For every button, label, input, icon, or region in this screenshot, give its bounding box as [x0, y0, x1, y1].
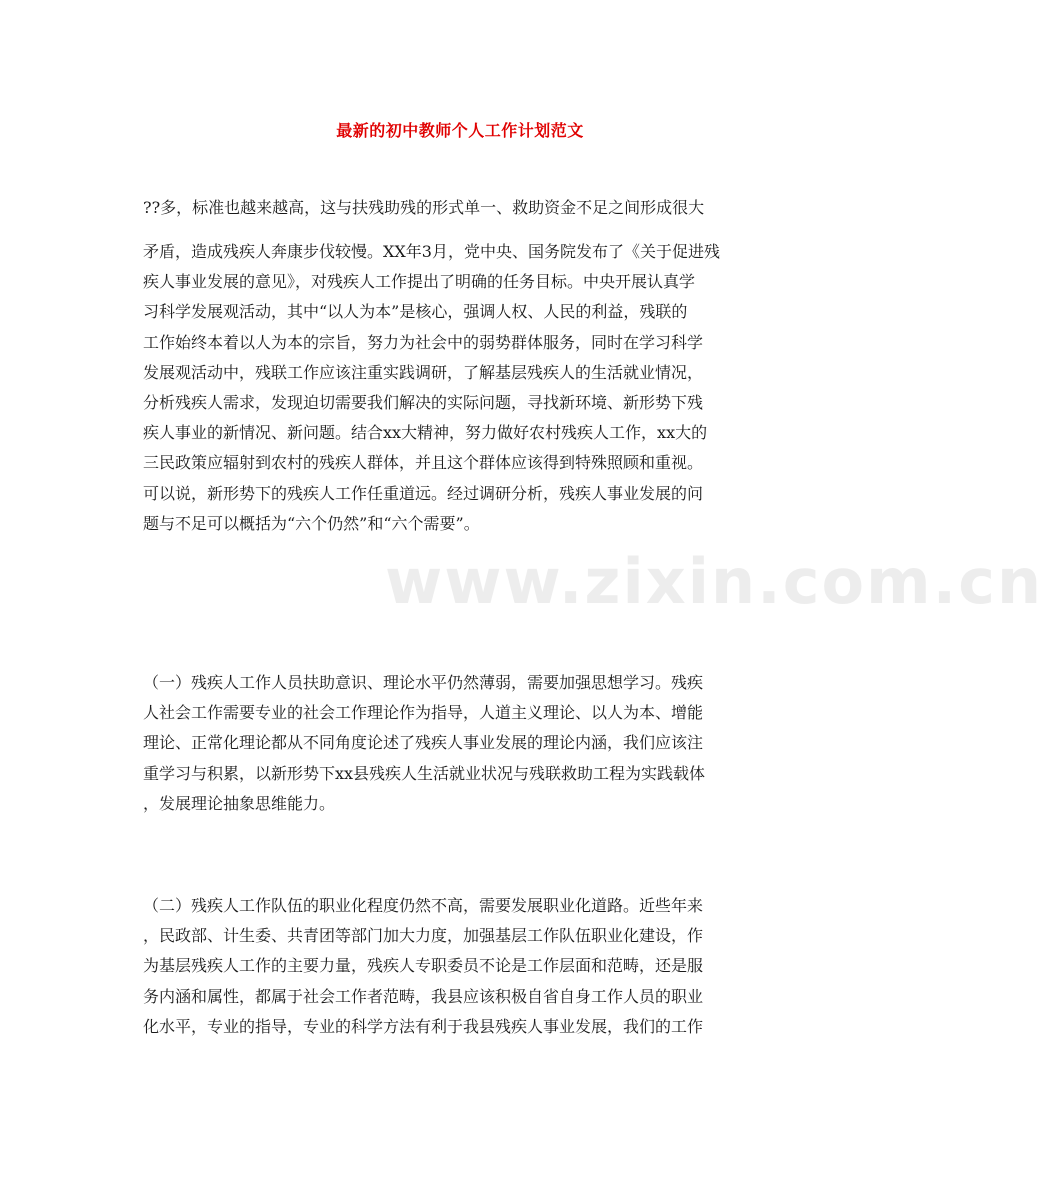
paragraph-1 [143, 193, 777, 539]
paragraph-3 [143, 891, 777, 1042]
text-line: 题与不足可以概括为“六个仍然”和“六个需要”。 [143, 513, 480, 533]
watermark: www.zixin.com.cn [385, 545, 1043, 618]
text-line: 为基层残疾人工作的主要力量，残疾人专职委员不论是工作层面和范畴，还是服 [143, 956, 704, 976]
text-line: 习科学发展观活动，其中“以人为本”是核心，强调人权、人民的利益，残联的 [143, 302, 688, 322]
text-line: 疾人事业发展的意见》，对残疾人工作提出了明确的任务目标。中央开展认真学 [143, 272, 696, 292]
text-line: ，发展理论抽象思维能力。 [143, 793, 336, 813]
text-line: 分析残疾人需求，发现迫切需要我们解决的实际问题，寻找新环境、新形势下残 [143, 392, 704, 412]
text-line: ??多，标准也越来越高，这与扶残助残的形式单一、救助资金不足之间形成很大 [143, 198, 705, 217]
text-line: （一）残疾人工作人员扶助意识、理论水平仍然薄弱，需要加强思想学习。残疾 [143, 673, 704, 692]
text-line: 理论、正常化理论都从不同角度论述了残疾人事业发展的理论内涵，我们应该注 [143, 733, 704, 753]
text-line: 矛盾，造成残疾人奔康步伐较慢。XX年3月，党中央、国务院发布了《关于促进残 [143, 242, 720, 261]
text-line: （二）残疾人工作队伍的职业化程度仍然不高，需要发展职业化道路。近些年来 [143, 896, 704, 915]
text-line: 三民政策应辐射到农村的残疾人群体，并且这个群体应该得到特殊照顾和重视。 [143, 453, 704, 473]
text-line: 化水平，专业的指导，专业的科学方法有利于我县残疾人事业发展，我们的工作 [143, 1016, 704, 1036]
text-line: 发展观活动中，残联工作应该注重实践调研，了解基层残疾人的生活就业情况， [143, 362, 704, 382]
text-line: ，民政部、计生委、共青团等部门加大力度，加强基层工作队伍职业化建设，作 [143, 926, 704, 946]
text-line: 疾人事业的新情况、新问题。结合xx大精神，努力做好农村残疾人工作，xx大的 [143, 423, 708, 443]
text-line: 工作始终本着以人为本的宗旨，努力为社会中的弱势群体服务，同时在学习科学 [143, 332, 704, 352]
text-line: 人社会工作需要专业的社会工作理论作为指导，人道主义理论、以人为本、增能 [143, 703, 704, 723]
text-line: 可以说，新形势下的残疾人工作任重道远。经过调研分析，残疾人事业发展的问 [143, 483, 704, 503]
paragraph-2 [143, 668, 777, 819]
text-line: 重学习与积累，以新形势下xx县残疾人生活就业状况与残联救助工程为实践载体 [143, 763, 706, 783]
text-line: 务内涵和属性，都属于社会工作者范畴，我县应该积极自省自身工作人员的职业 [143, 986, 704, 1006]
document-title: 最新的初中教师个人工作计划范文 [336, 121, 584, 140]
